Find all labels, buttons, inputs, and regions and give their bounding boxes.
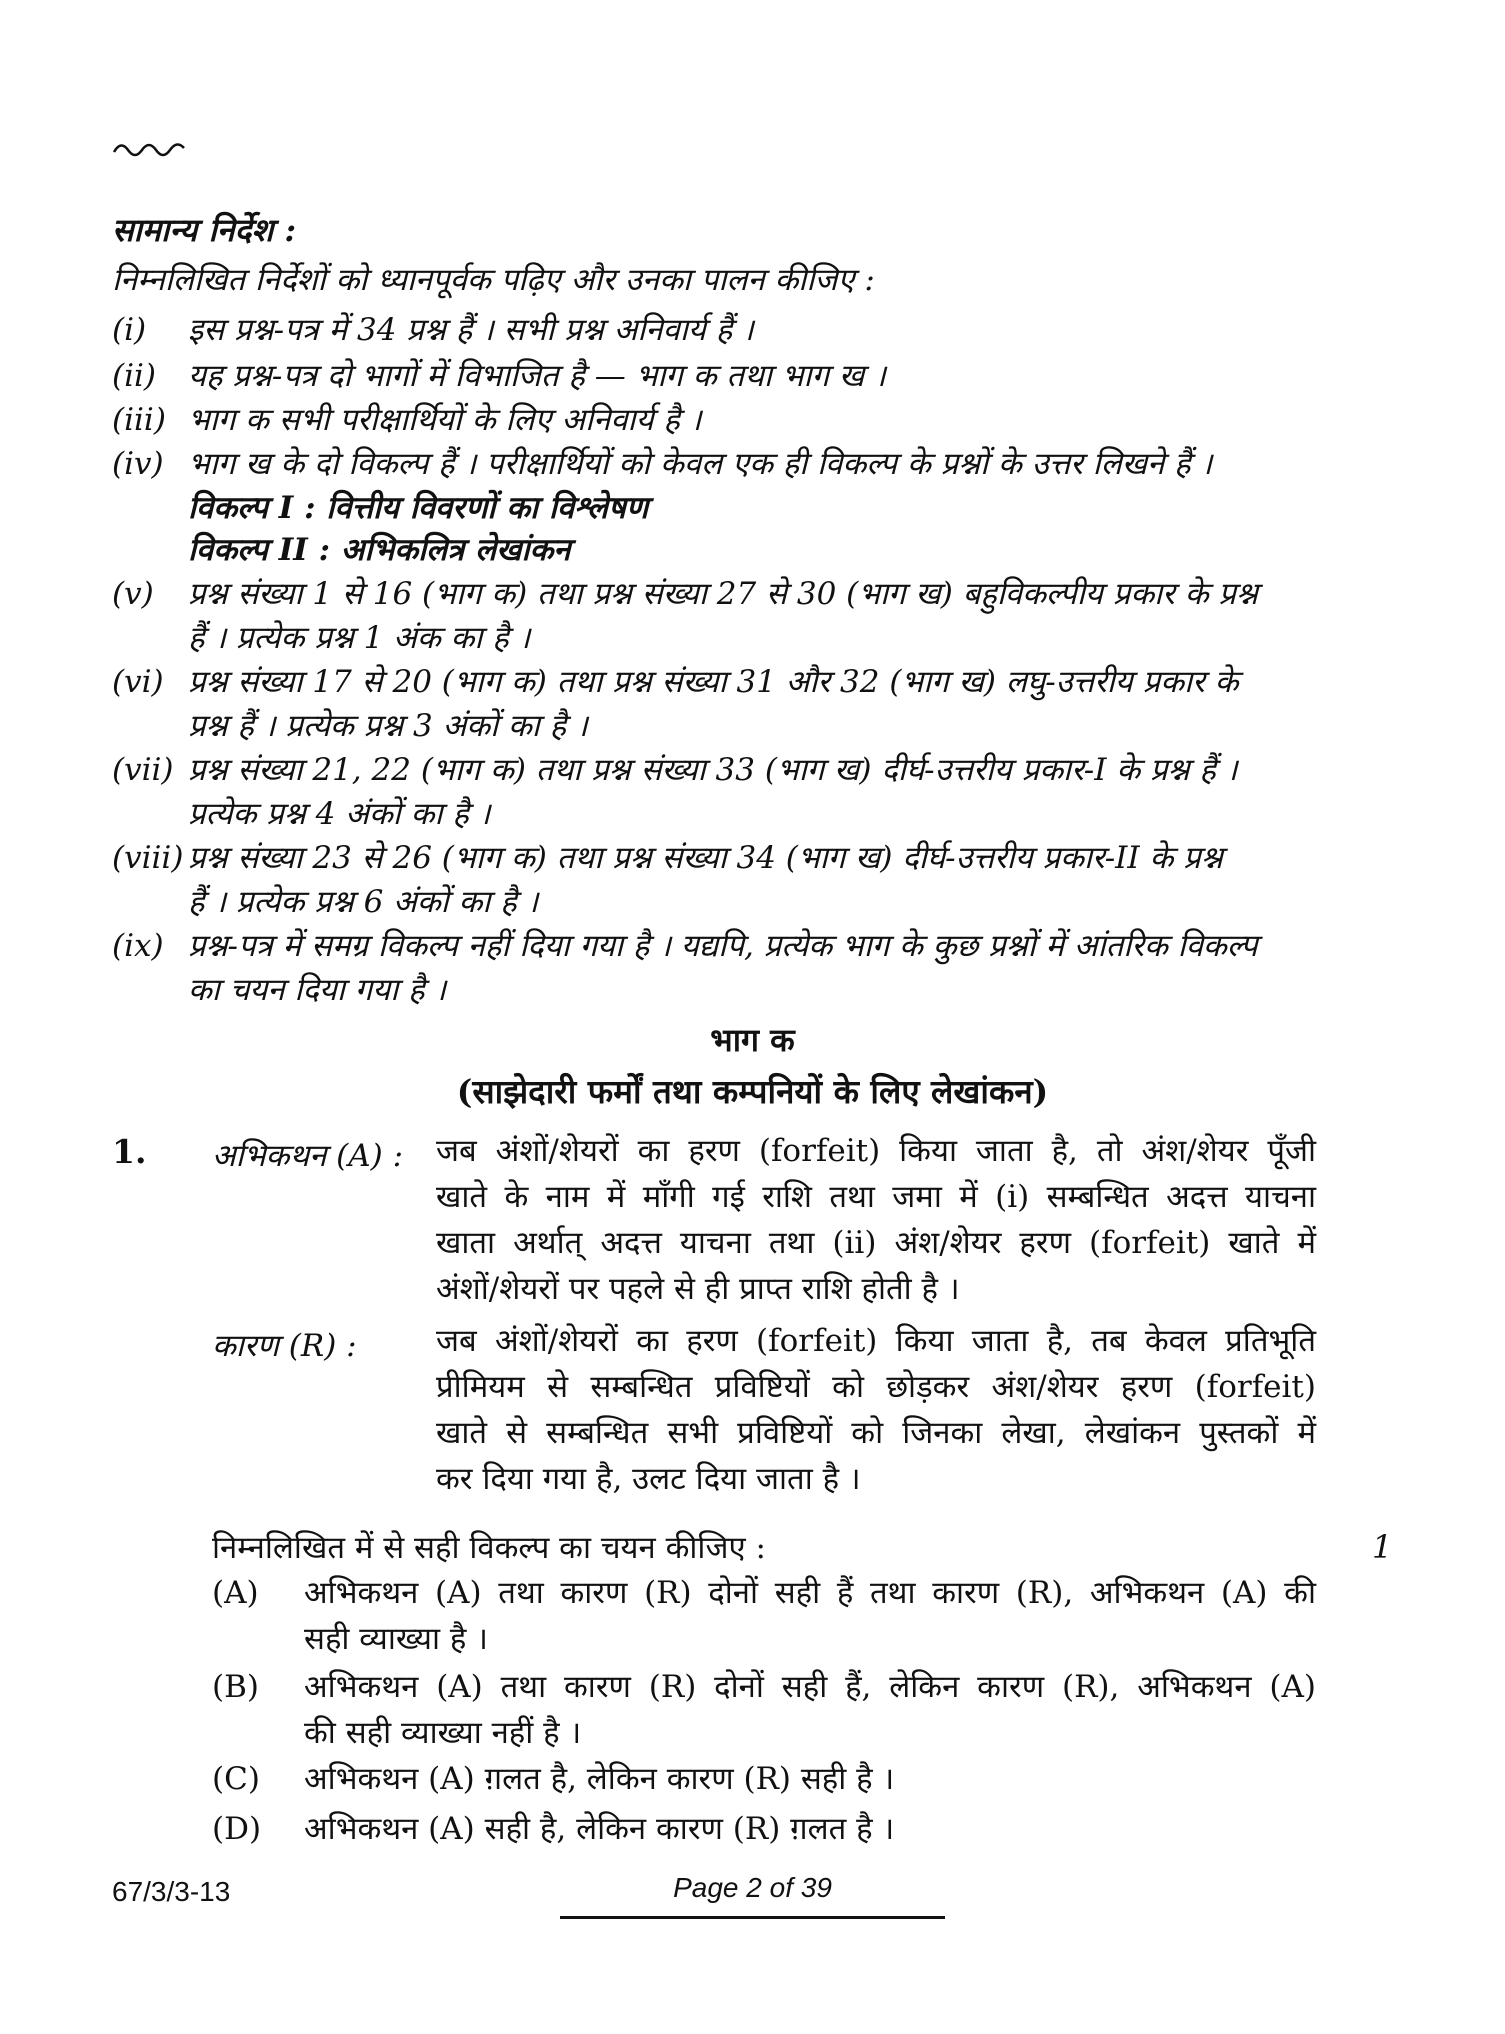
option-line: सही व्याख्या है । [304,1621,488,1657]
item-line: यह प्रश्न-पत्र दो भागों में विभाजित है — भाग क तथा भाग ख । [188,358,886,394]
option-two-line: विकल्प II : अभिकलित्र लेखांकन [188,532,571,568]
item-number: (i) [112,312,147,348]
option-label-d: (D) [212,1811,262,1847]
option-label-c: (C) [212,1761,260,1797]
item-line: प्रश्न-पत्र में समग्र विकल्प नहीं दिया गया है । यद्यपि, प्रत्येक भाग के कुछ प्रश्नों में आंतरिक विकल्प [188,928,1258,964]
footer-rule [560,1916,945,1919]
item-number: (viii) [112,840,184,876]
assertion-line: खाते के नाम में माँगी गई राशि तथा जमा में (i) सम्बन्धित अदत्त याचना [436,1179,1316,1215]
item-line: प्रश्न संख्या 21, 22 (भाग क) तथा प्रश्न संख्या 33 (भाग ख) दीर्घ-उत्तरीय प्रकार-I के प्रश्न हैं । [188,752,1238,788]
section-subtitle: (साझेदारी फर्मों तथा कम्पनियों के लिए लेखांकन) [456,1072,1049,1111]
item-line: का चयन दिया गया है । [188,972,447,1008]
option-one-line: विकल्प I : वित्तीय विवरणों का विश्लेषण [188,490,649,526]
option-line: की सही व्याख्या नहीं है । [304,1715,582,1751]
question-number: 1. [112,1132,147,1171]
item-line: हैं । प्रत्येक प्रश्न 6 अंकों का है । [188,884,539,920]
general-instructions-heading: सामान्य निर्देश : [112,211,297,249]
item-line: प्रत्येक प्रश्न 4 अंकों का है । [188,796,491,832]
item-line: प्रश्न संख्या 17 से 20 (भाग क) तथा प्रश्न संख्या 31 और 32 (भाग ख) लघु-उत्तरीय प्रकार के [188,664,1239,700]
option-label-b: (B) [212,1669,259,1705]
instructions-intro: निम्नलिखित निर्देशों को ध्यानपूर्वक पढ़िए और उनका पालन कीजिए : [112,262,875,298]
reason-line: खाते से सम्बन्धित सभी प्रविष्टियों को जिनका लेखा, लेखांकन पुस्तकों में [436,1415,1316,1451]
option-label-a: (A) [212,1575,259,1611]
squiggle-mark-icon [112,138,192,160]
option-line: अभिकथन (A) तथा कारण (R) दोनों सही हैं तथा कारण (R), अभिकथन (A) की [304,1575,1316,1611]
marks-label: 1 [1372,1528,1393,1566]
item-line: इस प्रश्न-पत्र में 34 प्रश्न हैं । सभी प्रश्न अनिवार्य हैं । [188,312,754,348]
item-number: (iii) [112,402,166,438]
assertion-line: अंशों/शेयरों पर पहले से ही प्राप्त राशि होती है । [436,1271,960,1307]
option-a-text [304,1570,1316,1662]
reason-line: जब अंशों/शेयरों का हरण (forfeit) किया जाता है, तब केवल प्रतिभूति [436,1323,1316,1359]
question-instruction: निम्नलिखित में से सही विकल्प का चयन कीजिए : [212,1530,766,1566]
reason-label: कारण (R) : [212,1328,357,1364]
assertion-line: जब अंशों/शेयरों का हरण (forfeit) किया जाता है, तो अंश/शेयर पूँजी [436,1133,1316,1169]
option-c-text: अभिकथन (A) ग़लत है, लेकिन कारण (R) सही है । [304,1761,895,1797]
item-number: (vii) [112,752,174,788]
item-line: प्रश्न हैं । प्रत्येक प्रश्न 3 अंकों का है । [188,708,588,744]
assertion-text [436,1128,1316,1312]
item-line: प्रश्न संख्या 23 से 26 (भाग क) तथा प्रश्न संख्या 34 (भाग ख) दीर्घ-उत्तरीय प्रकार-II के प्रश्न [188,840,1223,876]
item-line: हैं । प्रत्येक प्रश्न 1 अंक का है । [188,620,531,656]
reason-line: कर दिया गया है, उलट दिया जाता है । [436,1461,861,1497]
option-line: अभिकथन (A) तथा कारण (R) दोनों सही हैं, लेकिन कारण (R), अभिकथन (A) [304,1669,1316,1705]
assertion-label: अभिकथन (A) : [212,1138,404,1174]
option-d-text: अभिकथन (A) सही है, लेकिन कारण (R) ग़लत है । [304,1811,895,1847]
item-line: प्रश्न संख्या 1 से 16 (भाग क) तथा प्रश्न संख्या 27 से 30 (भाग ख) बहुविकल्पीय प्रकार के प्रश्न [188,576,1258,612]
item-line: भाग क सभी परीक्षार्थियों के लिए अनिवार्य है । [188,402,702,438]
reason-text [436,1318,1316,1502]
item-line: भाग ख के दो विकल्प हैं । परीक्षार्थियों को केवल एक ही विकल्प के प्रश्नों के उत्तर लिखने हैं । [188,446,1213,482]
section-title: भाग क [710,1021,795,1059]
option-b-text [304,1664,1316,1756]
item-number: (vi) [112,664,164,700]
item-number: (iv) [112,446,164,482]
item-number: (ix) [112,928,164,964]
page-number: Page 2 of 39 [673,1872,832,1903]
reason-line: प्रीमियम से सम्बन्धित प्रविष्टियों को छोड़कर अंश/शेयर हरण (forfeit) [436,1369,1316,1405]
item-number: (ii) [112,358,157,394]
paper-code: 67/3/3-13 [112,1876,231,1907]
assertion-line: खाता अर्थात् अदत्त याचना तथा (ii) अंश/शेयर हरण (forfeit) खाते में [436,1225,1316,1261]
item-number: (v) [112,576,154,612]
